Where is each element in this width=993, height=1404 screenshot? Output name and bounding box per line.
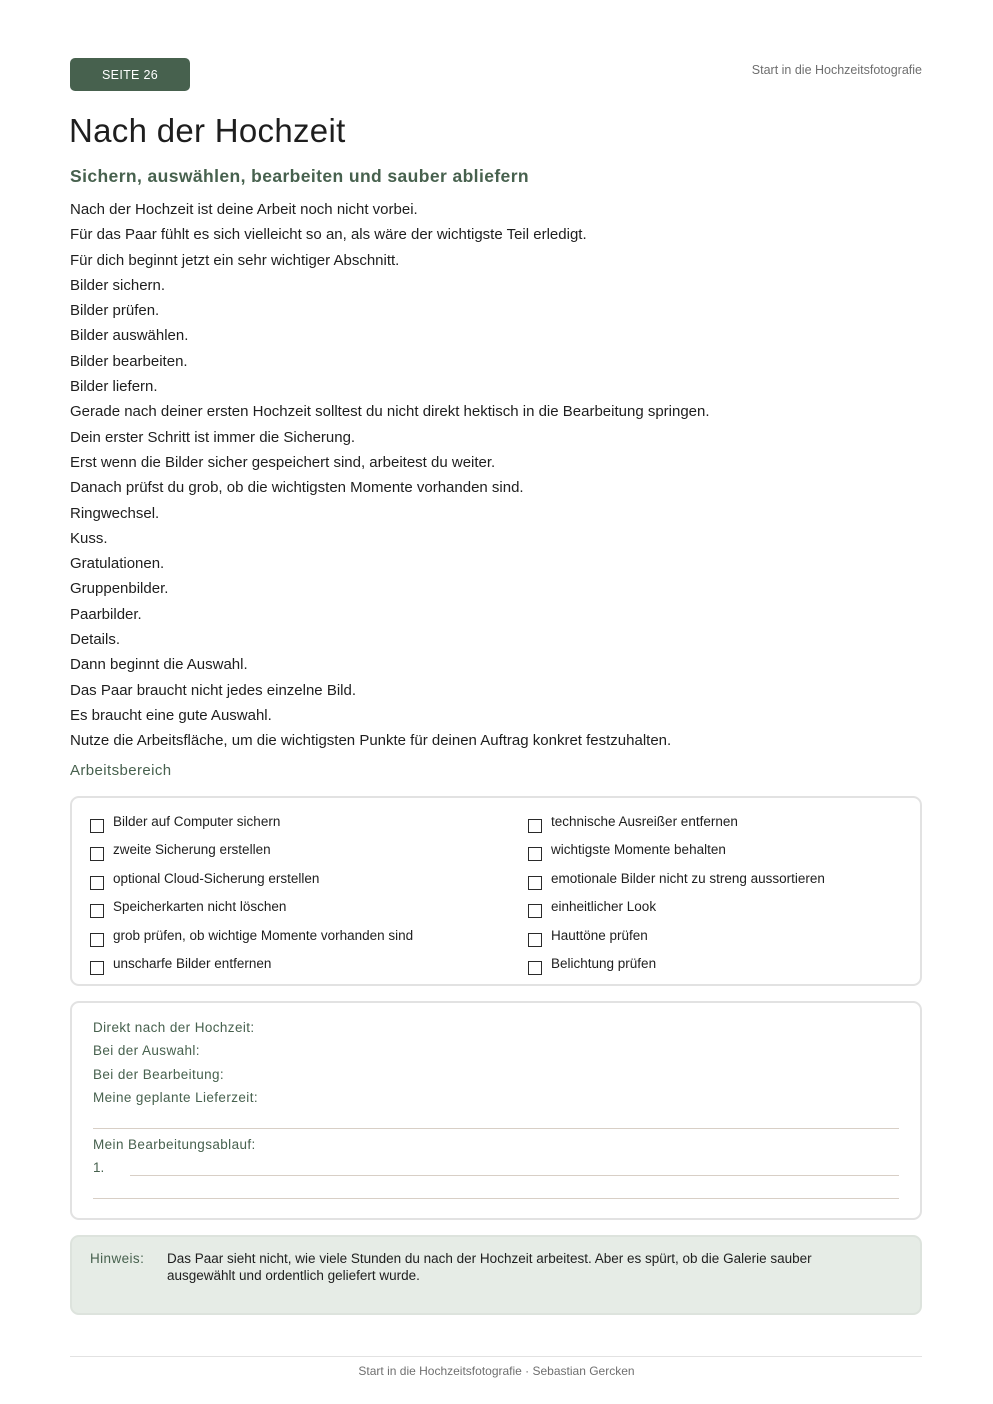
body-line: Für das Paar fühlt es sich vielleicht so an, als wäre der wichtigste Teil erledigt. [70, 226, 587, 244]
checklist-item-label: Bilder auf Computer sichern [113, 814, 281, 829]
writing-line[interactable] [93, 1198, 899, 1199]
checkbox[interactable] [528, 847, 542, 861]
body-line: Gruppenbilder. [70, 580, 169, 598]
body-line: Für dich beginnt jetzt ein sehr wichtiger Abschnitt. [70, 251, 400, 269]
checklist-item[interactable] [528, 897, 825, 925]
checkbox[interactable] [528, 876, 542, 890]
checklist-item[interactable] [90, 869, 413, 897]
body-line: Bilder liefern. [70, 378, 158, 396]
checklist-item[interactable] [90, 926, 413, 954]
body-line: Dann beginnt die Auswahl. [70, 656, 248, 674]
checklist-item[interactable] [90, 897, 413, 925]
body-line: Kuss. [70, 529, 108, 547]
checkbox[interactable] [90, 876, 104, 890]
page-footer: Start in die Hochzeitsfotografie · Sebastian Gercken [358, 1364, 635, 1378]
notes-panel [70, 1001, 922, 1220]
checklist-item[interactable] [528, 954, 825, 982]
checklist-item[interactable] [528, 926, 825, 954]
note-label-delivery-time: Meine geplante Lieferzeit: [93, 1090, 258, 1105]
page-title: Nach der Hochzeit [69, 112, 346, 149]
checklist-item-label: wichtigste Momente behalten [551, 842, 726, 858]
checklist-item-label: grob prüfen, ob wichtige Momente vorhanden sind [113, 927, 414, 943]
body-line: Bilder auswählen. [70, 327, 189, 345]
checkbox[interactable] [90, 819, 104, 833]
body-line: Nutze die Arbeitsfläche, um die wichtigsten Punkte für deinen Auftrag konkret festzuhalten. [70, 732, 672, 750]
body-line: Bilder prüfen. [70, 302, 160, 320]
checkbox[interactable] [528, 904, 542, 918]
checkbox[interactable] [90, 961, 104, 975]
page-subtitle: Sichern, auswählen, bearbeiten und sauber abliefern [70, 166, 529, 186]
workspace-heading: Arbeitsbereich [70, 762, 172, 779]
checklist-column-right [528, 812, 825, 982]
note-label-selection: Bei der Auswahl: [93, 1043, 200, 1058]
body-line: Erst wenn die Bilder sicher gespeichert sind, arbeitest du weiter. [70, 453, 496, 471]
checklist-item-label: technische Ausreißer entfernen [551, 814, 738, 829]
hint-label: Hinweis: [90, 1251, 145, 1266]
body-line: Ringwechsel. [70, 504, 160, 522]
body-line: Bilder bearbeiten. [70, 352, 188, 370]
hint-text: Das Paar sieht nicht, wie viele Stunden du nach der Hochzeit arbeitest. Aber es spürt, ob die Galerie sauber ausgewählt und ordentlich geliefert wurde. [167, 1251, 812, 1283]
writing-line[interactable] [130, 1175, 899, 1176]
checklist-panel [70, 796, 922, 986]
checkbox[interactable] [90, 847, 104, 861]
workflow-step-number: 1. [93, 1160, 105, 1175]
checklist-item[interactable] [528, 840, 825, 868]
body-line: Details. [70, 631, 121, 649]
running-head: Start in die Hochzeitsfotografie [751, 63, 922, 77]
checklist-item-label: Hauttöne prüfen [551, 927, 648, 943]
note-label-after-wedding: Direkt nach der Hochzeit: [93, 1020, 255, 1035]
body-line: Gratulationen. [70, 555, 165, 573]
hint-callout [70, 1235, 922, 1315]
body-line: Bilder sichern. [70, 276, 166, 294]
checklist-item-label: unscharfe Bilder entfernen [113, 955, 272, 971]
checkbox[interactable] [528, 819, 542, 833]
checklist-item[interactable] [90, 812, 413, 840]
footer-divider [70, 1356, 922, 1357]
checklist-item-label: Belichtung prüfen [551, 955, 657, 971]
checklist-item-label: einheitlicher Look [551, 899, 657, 915]
checklist-item-label: emotionale Bilder nicht zu streng aussortieren [551, 870, 825, 886]
checklist-item-label: zweite Sicherung erstellen [113, 842, 271, 858]
body-line: Nach der Hochzeit ist deine Arbeit noch nicht vorbei. [70, 201, 418, 218]
writing-line[interactable] [93, 1128, 899, 1129]
checklist-item[interactable] [90, 840, 413, 868]
checkbox[interactable] [90, 933, 104, 947]
checklist-item[interactable] [90, 954, 413, 982]
checklist-column-left [90, 812, 413, 982]
note-label-workflow: Mein Bearbeitungsablauf: [93, 1137, 256, 1152]
note-label-editing: Bei der Bearbeitung: [93, 1067, 225, 1082]
page-number-badge: SEITE 26 [70, 58, 190, 91]
body-line: Gerade nach deiner ersten Hochzeit solltest du nicht direkt hektisch in die Bearbeitung springen. [70, 403, 710, 421]
body-line: Es braucht eine gute Auswahl. [70, 706, 272, 724]
body-line: Das Paar braucht nicht jedes einzelne Bild. [70, 681, 356, 699]
checklist-item-label: Speicherkarten nicht löschen [113, 899, 287, 915]
checkbox[interactable] [90, 904, 104, 918]
checklist-item[interactable] [528, 869, 825, 897]
body-line: Dein erster Schritt ist immer die Sicherung. [70, 428, 356, 446]
body-text [70, 197, 930, 754]
checklist-item[interactable] [528, 812, 825, 840]
checkbox[interactable] [528, 961, 542, 975]
checkbox[interactable] [528, 933, 542, 947]
body-line: Paarbilder. [70, 605, 142, 623]
body-line: Danach prüfst du grob, ob die wichtigsten Momente vorhanden sind. [70, 479, 524, 497]
checklist-item-label: optional Cloud-Sicherung erstellen [113, 870, 320, 886]
